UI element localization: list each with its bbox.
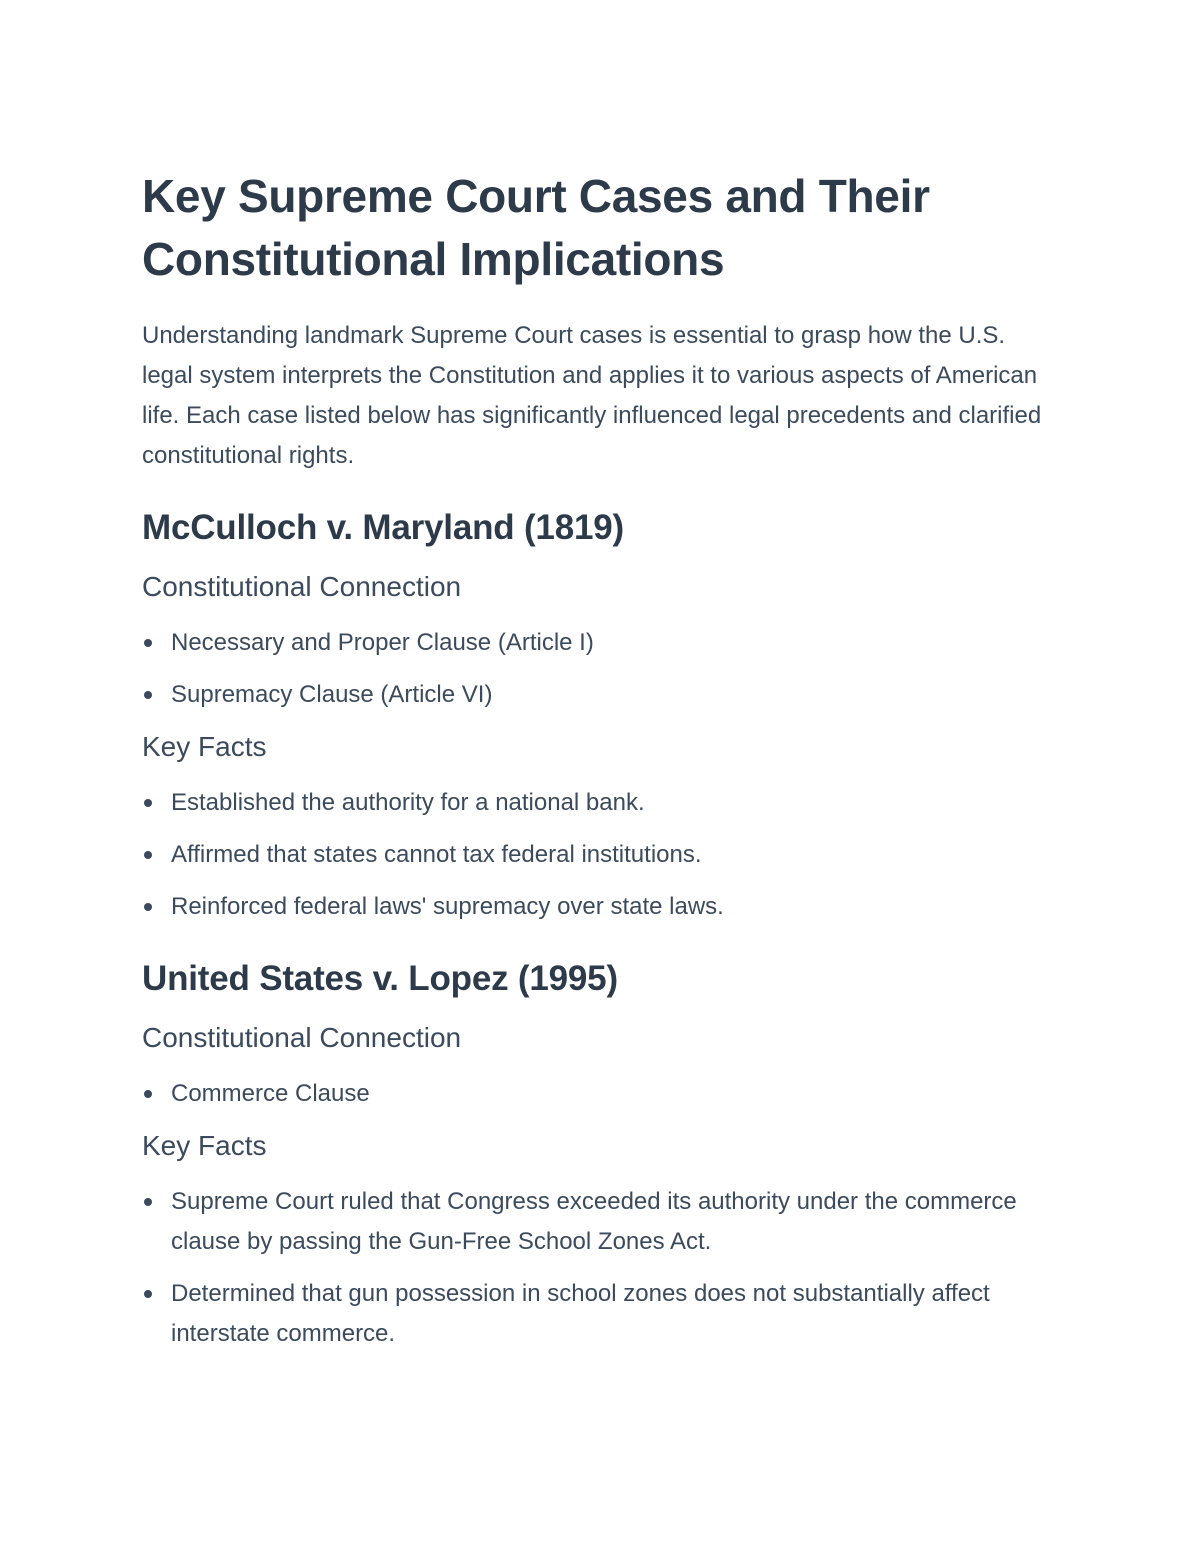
case-title: United States v. Lopez (1995) xyxy=(142,959,618,998)
bullet-icon xyxy=(144,851,152,859)
list-item xyxy=(142,887,1062,927)
list-item xyxy=(142,835,1062,875)
case-section-lopez xyxy=(142,954,1062,1354)
bullet-icon xyxy=(144,903,152,911)
list-item-text: Necessary and Proper Clause (Article I) xyxy=(171,629,594,656)
bullet-icon xyxy=(144,691,152,699)
list-item xyxy=(142,675,1062,715)
bullet-icon xyxy=(144,1290,152,1298)
list-item-text: Supremacy Clause (Article VI) xyxy=(171,681,493,708)
bullet-icon xyxy=(144,1198,152,1206)
facts-list xyxy=(142,1182,1062,1354)
connection-list xyxy=(142,1074,1062,1114)
list-item-text: Commerce Clause xyxy=(171,1080,370,1107)
bullet-icon xyxy=(144,799,152,807)
list-item-text: Reinforced federal laws' supremacy over state laws. xyxy=(171,893,724,920)
case-section-mcculloch xyxy=(142,503,1062,927)
facts-heading: Key Facts xyxy=(142,1130,267,1161)
list-item xyxy=(142,783,1062,823)
page-title: Key Supreme Court Cases and Their Constitutional Implications xyxy=(142,170,930,285)
bullet-icon xyxy=(144,639,152,647)
list-item-text: Affirmed that states cannot tax federal institutions. xyxy=(171,841,702,868)
list-item-text: Determined that gun possession in school zones does not substantially affect interstate commerce. xyxy=(171,1280,990,1347)
facts-list xyxy=(142,783,1062,927)
connection-heading: Constitutional Connection xyxy=(142,571,462,602)
connection-list xyxy=(142,623,1062,715)
list-item xyxy=(142,1274,1062,1354)
intro-paragraph: Understanding landmark Supreme Court cases is essential to grasp how the U.S. legal system interprets the Constitution and applies it to various aspects of American life. Each case listed below has significantly influenced legal precedents and clarified constitutional rights. xyxy=(142,322,1042,469)
case-title: McCulloch v. Maryland (1819) xyxy=(142,508,624,547)
list-item xyxy=(142,1074,1062,1114)
document-page xyxy=(142,165,1062,1354)
bullet-icon xyxy=(144,1090,152,1098)
list-item xyxy=(142,623,1062,663)
list-item-text: Established the authority for a national bank. xyxy=(171,789,645,816)
facts-heading: Key Facts xyxy=(142,731,267,762)
list-item-text: Supreme Court ruled that Congress exceeded its authority under the commerce clause by passing the Gun-Free School Zones Act. xyxy=(171,1188,1017,1255)
connection-heading: Constitutional Connection xyxy=(142,1022,462,1053)
list-item xyxy=(142,1182,1062,1262)
